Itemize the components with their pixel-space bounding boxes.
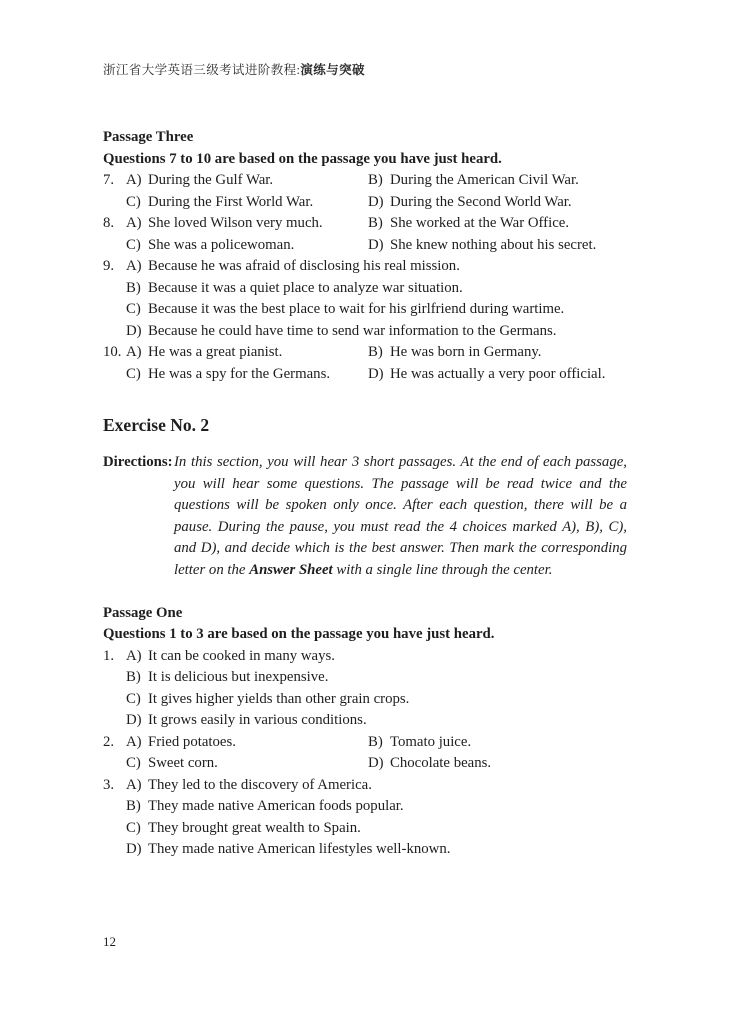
question-number bbox=[103, 667, 126, 689]
option-text: Because it was a quiet place to analyze war situation. bbox=[148, 279, 463, 296]
answer-option bbox=[126, 818, 627, 840]
question-number: 8. bbox=[103, 215, 115, 231]
option-text: Chocolate beans. bbox=[390, 755, 492, 772]
option-text: She was a policewoman. bbox=[148, 236, 295, 253]
option-label: A) bbox=[126, 344, 142, 360]
option-text: It is delicious but inexpensive. bbox=[148, 669, 329, 686]
question-line bbox=[103, 170, 627, 192]
option-text: It gives higher yields than other grain crops. bbox=[148, 690, 410, 707]
question-line bbox=[103, 299, 627, 321]
option-label: B) bbox=[368, 215, 383, 231]
question-number bbox=[103, 192, 126, 214]
answer-option bbox=[126, 235, 368, 257]
option-text: They led to the discovery of America. bbox=[148, 776, 372, 793]
option-label: B) bbox=[368, 733, 383, 750]
passage-one-questions bbox=[103, 646, 627, 861]
passage-one-section bbox=[103, 603, 627, 861]
answer-option bbox=[126, 256, 627, 278]
option-text: During the American Civil War. bbox=[390, 172, 579, 188]
option-text: It can be cooked in many ways. bbox=[148, 647, 335, 664]
answer-option bbox=[126, 796, 627, 818]
option-label: A) bbox=[126, 258, 142, 274]
passage-one-heading: Passage One bbox=[103, 604, 183, 621]
option-label: D) bbox=[368, 236, 384, 253]
option-label: D) bbox=[368, 755, 384, 772]
question-line bbox=[103, 321, 627, 343]
option-label: B) bbox=[368, 344, 383, 360]
option-label: B) bbox=[368, 172, 383, 188]
option-text: During the First World War. bbox=[148, 193, 314, 210]
option-text: They made native American foods popular. bbox=[148, 798, 404, 815]
question-number bbox=[103, 235, 126, 257]
question-number bbox=[103, 839, 126, 861]
answer-option bbox=[126, 192, 368, 214]
question-line bbox=[103, 818, 627, 840]
question-number: 1. bbox=[103, 647, 115, 664]
question-number bbox=[103, 796, 126, 818]
option-text: Fried potatoes. bbox=[148, 733, 236, 750]
option-label: C) bbox=[126, 819, 141, 836]
directions-label: Directions: bbox=[103, 454, 173, 470]
question-number: 2. bbox=[103, 733, 115, 750]
question-line bbox=[103, 278, 627, 300]
answer-option bbox=[126, 689, 627, 711]
passage-one-questions-range: Questions 1 to 3 are based on the passage you have just heard. bbox=[103, 626, 495, 643]
question-number: 3. bbox=[103, 776, 115, 793]
option-text: He was a great pianist. bbox=[148, 344, 283, 360]
option-text: Because it was the best place to wait for his girlfriend during wartime. bbox=[148, 301, 565, 317]
passage-three-section bbox=[103, 127, 627, 385]
passage-three-questions bbox=[103, 170, 627, 385]
answer-option bbox=[368, 235, 627, 257]
question-number bbox=[103, 818, 126, 840]
question-line bbox=[103, 342, 627, 364]
question-number bbox=[103, 689, 126, 711]
question-number bbox=[103, 278, 126, 300]
option-text: She knew nothing about his secret. bbox=[390, 236, 597, 253]
directions-answer-sheet: Answer Sheet bbox=[249, 561, 333, 578]
exercise-heading: Exercise No. 2 bbox=[103, 415, 210, 435]
answer-option bbox=[126, 278, 627, 300]
option-label: A) bbox=[126, 647, 142, 664]
option-label: C) bbox=[126, 755, 141, 772]
question-line bbox=[103, 753, 627, 775]
question-line bbox=[103, 775, 627, 797]
question-number: 10. bbox=[103, 344, 122, 360]
option-label: B) bbox=[126, 669, 141, 686]
question-number: 7. bbox=[103, 172, 115, 188]
answer-option bbox=[126, 646, 627, 668]
passage-three-heading: Passage Three bbox=[103, 129, 194, 145]
option-label: A) bbox=[126, 215, 142, 231]
option-label: A) bbox=[126, 776, 142, 793]
option-text: Tomato juice. bbox=[390, 733, 472, 750]
answer-option bbox=[126, 732, 368, 754]
option-text: Because he was afraid of disclosing his real mission. bbox=[148, 258, 460, 274]
option-label: B) bbox=[126, 798, 141, 815]
option-text: During the Second World War. bbox=[390, 193, 572, 210]
question-line bbox=[103, 235, 627, 257]
option-label: D) bbox=[126, 841, 142, 858]
question-line bbox=[103, 796, 627, 818]
option-label: D) bbox=[368, 193, 384, 210]
question-number bbox=[103, 710, 126, 732]
option-text: He was a spy for the Germans. bbox=[148, 365, 331, 382]
question-line bbox=[103, 732, 627, 754]
option-text: She loved Wilson very much. bbox=[148, 215, 323, 231]
answer-option bbox=[368, 213, 627, 235]
directions-text bbox=[174, 452, 627, 582]
question-number: 9. bbox=[103, 258, 115, 274]
option-label: C) bbox=[126, 690, 141, 707]
answer-option bbox=[126, 213, 368, 235]
answer-option bbox=[126, 839, 627, 861]
question-number bbox=[103, 299, 126, 321]
option-label: D) bbox=[126, 712, 142, 729]
directions-block bbox=[103, 452, 627, 582]
question-line bbox=[103, 839, 627, 861]
option-label: C) bbox=[126, 301, 141, 317]
answer-option bbox=[368, 753, 627, 775]
directions-body: In this section, you will hear 3 short passages. At the end of each passage, you will hear some questions. The passage will be read twice and the questions will be spoken only once. After each question, there will be a pause. During the pause, you must read the 4 choices marked A), B), C), and D), and decide which is the best answer. Then mark the corresponding letter on the bbox=[174, 454, 627, 578]
option-text: They made native American lifestyles well-known. bbox=[148, 841, 451, 858]
book-title-regular: 浙江省大学英语三级考试进阶教程: bbox=[103, 63, 301, 77]
answer-option bbox=[368, 342, 627, 364]
option-label: C) bbox=[126, 193, 141, 210]
option-text: He was born in Germany. bbox=[390, 344, 542, 360]
answer-option bbox=[126, 321, 627, 343]
question-line bbox=[103, 256, 627, 278]
book-title bbox=[103, 62, 627, 78]
question-line bbox=[103, 213, 627, 235]
answer-option bbox=[126, 667, 627, 689]
question-number bbox=[103, 364, 126, 386]
directions-tail: with a single line through the center. bbox=[332, 561, 553, 578]
option-text: Because he could have time to send war information to the Germans. bbox=[148, 322, 557, 339]
book-title-bold: 演练与突破 bbox=[300, 63, 365, 77]
answer-option bbox=[368, 732, 627, 754]
option-text: She worked at the War Office. bbox=[390, 215, 570, 231]
option-label: B) bbox=[126, 279, 141, 296]
question-line bbox=[103, 646, 627, 668]
option-text: Sweet corn. bbox=[148, 755, 218, 772]
question-line bbox=[103, 689, 627, 711]
option-label: C) bbox=[126, 365, 141, 382]
page-number: 12 bbox=[103, 934, 116, 949]
option-text: During the Gulf War. bbox=[148, 172, 274, 188]
option-label: A) bbox=[126, 172, 142, 188]
answer-option bbox=[126, 710, 627, 732]
answer-option bbox=[126, 170, 368, 192]
option-label: C) bbox=[126, 236, 141, 253]
page-content bbox=[103, 62, 627, 861]
answer-option bbox=[368, 192, 627, 214]
option-text: They brought great wealth to Spain. bbox=[148, 819, 361, 836]
option-label: D) bbox=[126, 322, 142, 339]
option-label: A) bbox=[126, 733, 142, 750]
option-text: It grows easily in various conditions. bbox=[148, 712, 367, 729]
answer-option bbox=[126, 299, 627, 321]
question-line bbox=[103, 364, 627, 386]
answer-option bbox=[126, 775, 627, 797]
option-text: He was actually a very poor official. bbox=[390, 365, 606, 382]
question-line bbox=[103, 192, 627, 214]
question-number bbox=[103, 321, 126, 343]
question-number bbox=[103, 753, 126, 775]
answer-option bbox=[126, 342, 368, 364]
question-line bbox=[103, 667, 627, 689]
answer-option bbox=[368, 170, 627, 192]
answer-option bbox=[126, 364, 368, 386]
option-label: D) bbox=[368, 365, 384, 382]
answer-option bbox=[368, 364, 627, 386]
passage-three-questions-range: Questions 7 to 10 are based on the passage you have just heard. bbox=[103, 150, 502, 167]
answer-option bbox=[126, 753, 368, 775]
question-line bbox=[103, 710, 627, 732]
